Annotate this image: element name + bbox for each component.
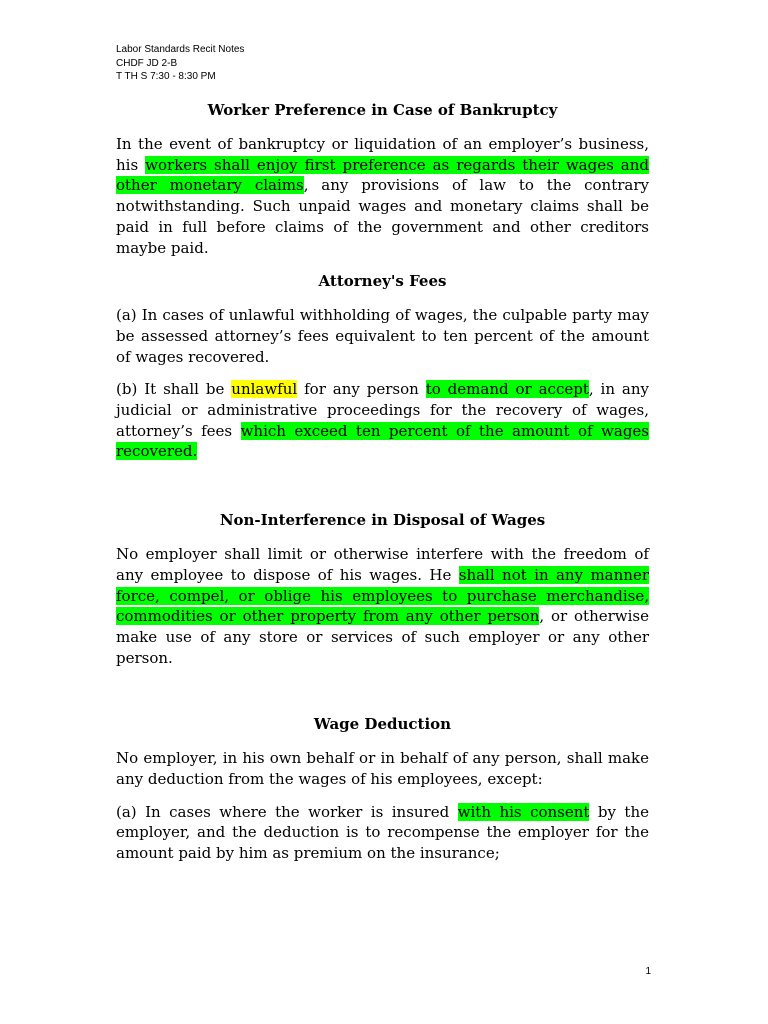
highlighted-text: workers shall enjoy first preference as regards their wages and other monetary claims: [116, 155, 649, 195]
page-number: 1: [645, 966, 651, 977]
text-run: , in any judicial or administrative proceedings for the recovery of wages, attorney’s fees: [116, 380, 649, 440]
paragraph-wage-deduction-intro: [116, 748, 649, 789]
text-run: for any person: [297, 380, 426, 399]
paragraph-worker-preference: [116, 134, 649, 258]
document-body: [116, 100, 649, 864]
section-heading-non-interference: Non-Interference in Disposal of Wages: [219, 511, 546, 530]
text-run: by the employer, and the deduction is to recompense the employer for the amount paid by him as premium on the insurance;: [116, 802, 650, 863]
highlighted-text: which exceed ten percent of the amount of wages recovered.: [116, 421, 650, 461]
highlighted-text-yellow: unlawful: [231, 380, 298, 399]
paragraph-non-interference: [116, 544, 649, 668]
text-run: No employer shall limit or otherwise interfere with the freedom of any employee to dispose of his wages. He: [116, 545, 649, 584]
header-schedule: T TH S 7:30 - 8:30 PM: [116, 71, 216, 82]
highlighted-text: shall not in any manner force, compel, or oblige his employees to purchase merchandise, commodities or other property from any other person: [116, 565, 649, 626]
paragraph-attorneys-fees-a: [116, 305, 649, 367]
page-header: [116, 43, 244, 84]
text-run: In the event of bankruptcy or liquidation of an employer’s business, his: [116, 135, 649, 174]
text-run: , any provisions of law to the contrary notwithstanding. Such unpaid wages and monetary claims shall be paid in full before claims of the government and other creditors maybe paid.: [116, 176, 649, 257]
section-heading-wage-deduction: Wage Deduction: [313, 715, 452, 734]
paragraph-attorneys-fees-b: [116, 379, 649, 462]
header-class-code: CHDF JD 2-B: [116, 57, 178, 69]
highlighted-text: to demand or accept: [425, 380, 589, 399]
text-run: , or otherwise make use of any store or services of such employer or any other person.: [116, 607, 650, 667]
text-run: (a) In cases of unlawful withholding of wages, the culpable party may be assessed attorney’s fees equivalent to ten percent of the amount of wages recovered.: [116, 306, 649, 366]
text-run: (b) It shall be: [116, 380, 232, 399]
text-run: No employer, in his own behalf or in behalf of any person, shall make any deduction from the wages of his employees, except:: [116, 749, 649, 789]
paragraph-wage-deduction-a: [116, 802, 649, 864]
text-run: (a) In cases where the worker is insured: [116, 802, 458, 821]
header-course-title: Labor Standards Recit Notes: [116, 44, 245, 55]
section-heading-worker-preference: Worker Preference in Case of Bankruptcy: [207, 101, 558, 119]
section-heading-attorneys-fees: Attorney's Fees: [318, 272, 447, 291]
highlighted-text: with his consent: [457, 802, 590, 821]
